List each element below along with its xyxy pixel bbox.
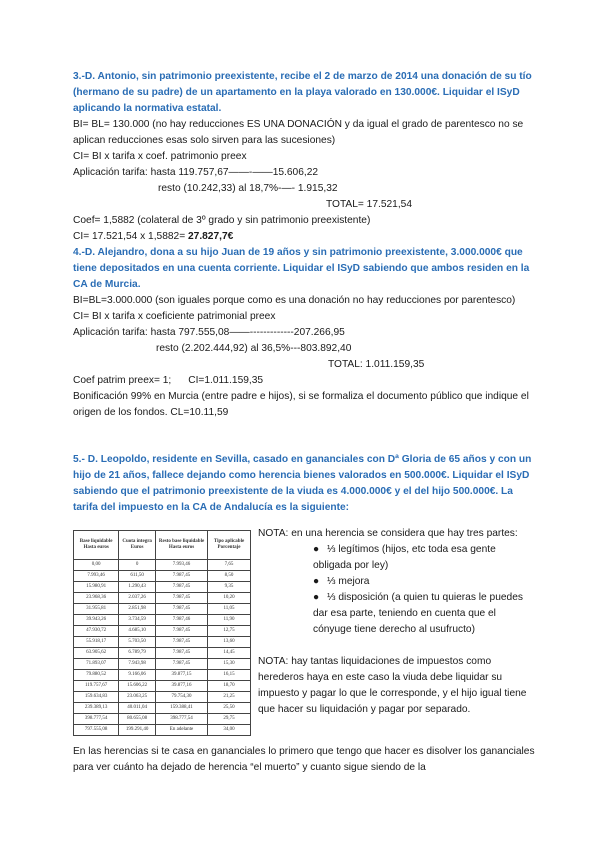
table-cell: 7.987,46 xyxy=(156,615,208,626)
table-row xyxy=(74,670,251,681)
table-cell: 611,50 xyxy=(119,571,156,582)
table-cell: 6.789,79 xyxy=(119,648,156,659)
bullet-text: ⅓ disposición (a quien tu quieras le puedes dar esa parte, teniendo en cuenta que el cónyuge tiene derecho al usufructo) xyxy=(313,592,523,635)
table-cell: 7.943,98 xyxy=(119,659,156,670)
table-cell: 15.980,91 xyxy=(74,582,119,593)
table-cell: 7,65 xyxy=(208,560,251,571)
note-bullet xyxy=(258,574,536,590)
table-row xyxy=(74,725,251,736)
exercise-5-title: 5.- D. Leopoldo, residente en Sevilla, casado en gananciales con Dª Gloria de 65 años y con un hijo de 21 años, fallece dejando como herencia bienes valorados en 500.000€. Liquidar el ISyD sabiendo que el patrimonio preexistente de la viuda es 4.000.000€ y el del hijo 500.000€. La tarifa del impuesto en la CA de Andalucía es la siguiente: xyxy=(73,454,532,513)
table-row xyxy=(74,692,251,703)
exercise-3-line: Aplicación tarifa: hasta 119.757,67——-——15.606,22 xyxy=(73,167,319,178)
table-cell: 7.987,45 xyxy=(156,571,208,582)
table-cell: 4.685,10 xyxy=(119,626,156,637)
exercise-4-title: 4.-D. Alejandro, dona a su hijo Juan de 19 años y sin patrimonio preexistente, 3.000.000€ que tiene depositados en una cuenta corriente. Liquidar el ISyD sabiendo que ambos residen en la CA de Murcia. xyxy=(73,247,530,290)
table-cell: 398.777,54 xyxy=(156,714,208,725)
table-cell: 7.987,45 xyxy=(156,637,208,648)
table-cell: 398.777,54 xyxy=(74,714,119,725)
table-cell: 0,00 xyxy=(74,560,119,571)
exercise-4-line: CI= BI x tarifa x coeficiente patrimonial preex xyxy=(73,311,276,322)
table-row xyxy=(74,604,251,615)
table-cell: 16,15 xyxy=(208,670,251,681)
table-cell: 40.011,04 xyxy=(119,703,156,714)
table-row xyxy=(74,615,251,626)
exercise-5 xyxy=(73,452,535,516)
note-herencia: NOTA: en una herencia se considera que hay tres partes: xyxy=(258,528,518,539)
bullet-icon: ● xyxy=(313,592,320,603)
table-cell: 23.968,36 xyxy=(74,593,119,604)
table-cell: 159.634,83 xyxy=(74,692,119,703)
bullet-text: ⅓ legítimos (hijos, etc toda esa gente obligada por ley) xyxy=(313,544,496,571)
closing-paragraph: En las herencias si te casa en gananciales lo primero que tengo que hacer es disolver los gananciales para ver cuánto ha dejado de herencia “el muerto” y cuanto sigue siendo de la xyxy=(73,746,535,773)
exercise-4 xyxy=(73,245,535,421)
table-cell: 0 xyxy=(119,560,156,571)
table-row xyxy=(74,659,251,670)
note-bullet xyxy=(258,542,536,574)
note-bullet xyxy=(258,590,536,638)
table-row xyxy=(74,703,251,714)
table-row xyxy=(74,626,251,637)
result-label: CI= 17.521,54 x 1,5882= xyxy=(73,231,188,242)
exercise-4-line: Aplicación tarifa: hasta 797.555,08——-------------207.266,95 xyxy=(73,327,345,338)
table-cell: 63.905,62 xyxy=(74,648,119,659)
exercise-4-line: Coef patrim preex= 1; CI=1.011.159,35 xyxy=(73,375,264,386)
exercise-3 xyxy=(73,69,535,245)
table-cell: 71.893,07 xyxy=(74,659,119,670)
table-cell: 13,60 xyxy=(208,637,251,648)
table-cell: 3.734,59 xyxy=(119,615,156,626)
table-header-row xyxy=(74,531,251,560)
table-cell: 79.880,52 xyxy=(74,670,119,681)
table-header: Cuota íntegra Euros xyxy=(119,531,156,560)
table-cell: 7.993,46 xyxy=(74,571,119,582)
table-row xyxy=(74,681,251,692)
table-header: Tipo aplicable Porcentaje xyxy=(208,531,251,560)
table-cell: 797.555,08 xyxy=(74,725,119,736)
table-cell: 23.063,25 xyxy=(119,692,156,703)
table-cell: 159.388,41 xyxy=(156,703,208,714)
table-cell: 7.987,45 xyxy=(156,648,208,659)
table-header: Base liquidable Hasta euros xyxy=(74,531,119,560)
table-cell: 1.290,43 xyxy=(119,582,156,593)
table-cell: 39.877,16 xyxy=(156,681,208,692)
table-cell: 31.955,81 xyxy=(74,604,119,615)
table-cell: 39.877,15 xyxy=(156,670,208,681)
exercise-3-line: resto (10.242,33) al 18,7%-—- 1.915,32 xyxy=(158,183,338,194)
table-cell: 21,25 xyxy=(208,692,251,703)
table-cell: 7.987,45 xyxy=(156,626,208,637)
exercise-3-line: Coef= 1,5882 (colateral de 3º grado y sin patrimonio preexistente) xyxy=(73,215,371,226)
table-cell: 55.918,17 xyxy=(74,637,119,648)
table-cell: 9,35 xyxy=(208,582,251,593)
table-cell: 11,90 xyxy=(208,615,251,626)
table-row xyxy=(74,560,251,571)
exercise-4-line: Bonificación 99% en Murcia (entre padre e hijos), si se formaliza el documento público que indique el origen de los fondos. CL=10.11,59 xyxy=(73,391,529,418)
table-cell: 7.987,45 xyxy=(156,582,208,593)
table-cell: 11,05 xyxy=(208,604,251,615)
table-cell: 39.943,26 xyxy=(74,615,119,626)
table-cell: 9.166,06 xyxy=(119,670,156,681)
table-cell: 34,00 xyxy=(208,725,251,736)
exercise-3-total: TOTAL= 17.521,54 xyxy=(326,199,412,210)
table-row xyxy=(74,637,251,648)
table-cell: 2.851,98 xyxy=(119,604,156,615)
table-cell: 12,75 xyxy=(208,626,251,637)
table-cell: 80.655,08 xyxy=(119,714,156,725)
bullet-icon: ● xyxy=(313,576,320,587)
exercise-4-line: BI=BL=3.000.000 (son iguales porque como es una donación no hay reducciones por parentesco) xyxy=(73,295,516,306)
table-row xyxy=(74,582,251,593)
table-cell: 239.389,13 xyxy=(74,703,119,714)
table-header: Resto base liquidable Hasta euros xyxy=(156,531,208,560)
table-cell: 7.987,45 xyxy=(156,593,208,604)
table-cell: En adelante xyxy=(156,725,208,736)
result-value: 27.827,7€ xyxy=(187,231,234,242)
table-row xyxy=(74,648,251,659)
tax-rate-table xyxy=(73,530,251,736)
notes xyxy=(258,526,536,718)
table-cell: 119.757,67 xyxy=(74,681,119,692)
table-cell: 7.987,45 xyxy=(156,604,208,615)
table-cell: 15.606,22 xyxy=(119,681,156,692)
table-cell: 47.930,72 xyxy=(74,626,119,637)
exercise-4-line: resto (2.202.444,92) al 36,5%---803.892,40 xyxy=(156,343,352,354)
table-cell: 199.291,40 xyxy=(119,725,156,736)
table-row xyxy=(74,593,251,604)
table-cell: 15,30 xyxy=(208,659,251,670)
table-cell: 5.703,50 xyxy=(119,637,156,648)
table-row xyxy=(74,571,251,582)
exercise-3-line: BI= BL= 130.000 (no hay reducciones ES UNA DONACIÓN y da igual el grado de parentesco no se aplican reducciones esas solo sirven para las sucesiones) xyxy=(73,119,524,146)
exercise-4-total: TOTAL: 1.011.159,35 xyxy=(328,359,425,370)
table-cell: 18,70 xyxy=(208,681,251,692)
table-cell: 25,50 xyxy=(208,703,251,714)
bullet-icon: ● xyxy=(313,544,320,555)
exercise-3-line: CI= BI x tarifa x coef. patrimonio preex xyxy=(73,151,247,162)
exercise-3-title: 3.-D. Antonio, sin patrimonio preexistente, recibe el 2 de marzo de 2014 una donación de su tío (hermano de su padre) de un apartamento en la playa valorado en 130.000€. Liquidar el ISyD aplicando la normativa estatal. xyxy=(73,71,532,114)
table-cell: 10,20 xyxy=(208,593,251,604)
table-cell: 14,45 xyxy=(208,648,251,659)
table-cell: 7.987,45 xyxy=(156,659,208,670)
table-cell: 2.037,26 xyxy=(119,593,156,604)
note-liquidaciones: NOTA: hay tantas liquidaciones de impuestos como herederos haya en este caso la viuda debe liquidar su impuesto y pagar lo que le corresponde, y el hijo igual tiene que hacer su liquidación y pagar por separado. xyxy=(258,656,527,715)
table-row xyxy=(74,714,251,725)
table-cell: 79.754,30 xyxy=(156,692,208,703)
table-cell: 29,75 xyxy=(208,714,251,725)
table-cell: 7.993,46 xyxy=(156,560,208,571)
table-cell: 8,50 xyxy=(208,571,251,582)
bullet-text: ⅓ mejora xyxy=(327,576,370,587)
exercise-3-result xyxy=(73,229,535,245)
